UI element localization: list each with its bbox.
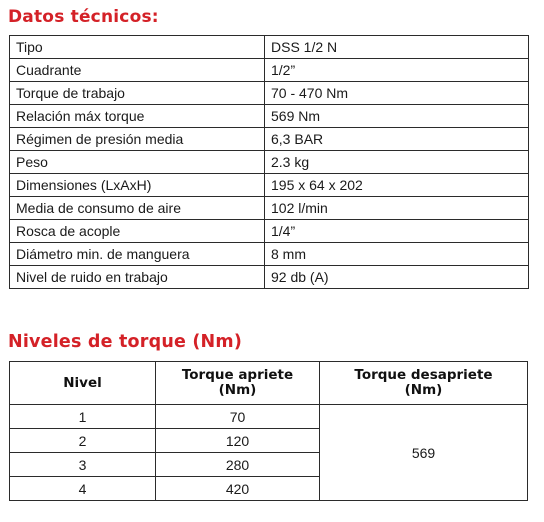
- spec-value: 195 x 64 x 202: [265, 174, 529, 197]
- torque-nivel: 1: [10, 405, 156, 429]
- spec-label: Dimensiones (LxAxH): [10, 174, 265, 197]
- spec-row: [10, 220, 529, 243]
- spec-label: Régimen de presión media: [10, 128, 265, 151]
- spec-label: Rosca de acople: [10, 220, 265, 243]
- spec-row: [10, 266, 529, 289]
- spec-value: 102 l/min: [265, 197, 529, 220]
- spec-row: [10, 105, 529, 128]
- spec-value: 70 - 470 Nm: [265, 82, 529, 105]
- spec-label: Media de consumo de aire: [10, 197, 265, 220]
- spec-row: [10, 59, 529, 82]
- header-apriete-line2: (Nm): [218, 382, 257, 398]
- torque-section-title: Niveles de torque (Nm): [8, 332, 243, 352]
- spec-label: Torque de trabajo: [10, 82, 265, 105]
- spec-value: 8 mm: [265, 243, 529, 266]
- torque-apriete: 280: [156, 453, 320, 477]
- spec-row: [10, 151, 529, 174]
- torque-nivel: 2: [10, 429, 156, 453]
- spec-row: [10, 128, 529, 151]
- torque-apriete: 420: [156, 477, 320, 501]
- header-torque-apriete: [156, 362, 320, 405]
- torque-apriete: 70: [156, 405, 320, 429]
- specs-section-title: Datos técnicos:: [8, 7, 159, 27]
- spec-label: Diámetro min. de manguera: [10, 243, 265, 266]
- torque-nivel: 3: [10, 453, 156, 477]
- spec-value: DSS 1/2 N: [265, 36, 529, 59]
- spec-row: [10, 82, 529, 105]
- spec-row: [10, 36, 529, 59]
- spec-label: Nivel de ruido en trabajo: [10, 266, 265, 289]
- torque-desapriete: 569: [320, 405, 528, 501]
- spec-row: [10, 174, 529, 197]
- torque-header-row: [10, 362, 528, 405]
- torque-apriete: 120: [156, 429, 320, 453]
- torque-row: [10, 405, 528, 429]
- header-desapriete-line2: (Nm): [404, 382, 443, 398]
- torque-nivel: 4: [10, 477, 156, 501]
- spec-value: 6,3 BAR: [265, 128, 529, 151]
- spec-value: 1/4”: [265, 220, 529, 243]
- header-desapriete-line1: Torque desapriete: [354, 367, 493, 383]
- header-nivel: [10, 362, 156, 405]
- header-apriete-line1: Torque apriete: [181, 367, 294, 383]
- specs-table: [9, 35, 529, 289]
- header-nivel-label: Nivel: [63, 374, 102, 391]
- spec-label: Relación máx torque: [10, 105, 265, 128]
- spec-label: Cuadrante: [10, 59, 265, 82]
- header-torque-desapriete: [320, 362, 528, 405]
- spec-value: 2.3 kg: [265, 151, 529, 174]
- spec-row: [10, 197, 529, 220]
- spec-label: Tipo: [10, 36, 265, 59]
- spec-row: [10, 243, 529, 266]
- spec-label: Peso: [10, 151, 265, 174]
- torque-table: [9, 361, 528, 501]
- spec-value: 1/2”: [265, 59, 529, 82]
- spec-value: 92 db (A): [265, 266, 529, 289]
- spec-value: 569 Nm: [265, 105, 529, 128]
